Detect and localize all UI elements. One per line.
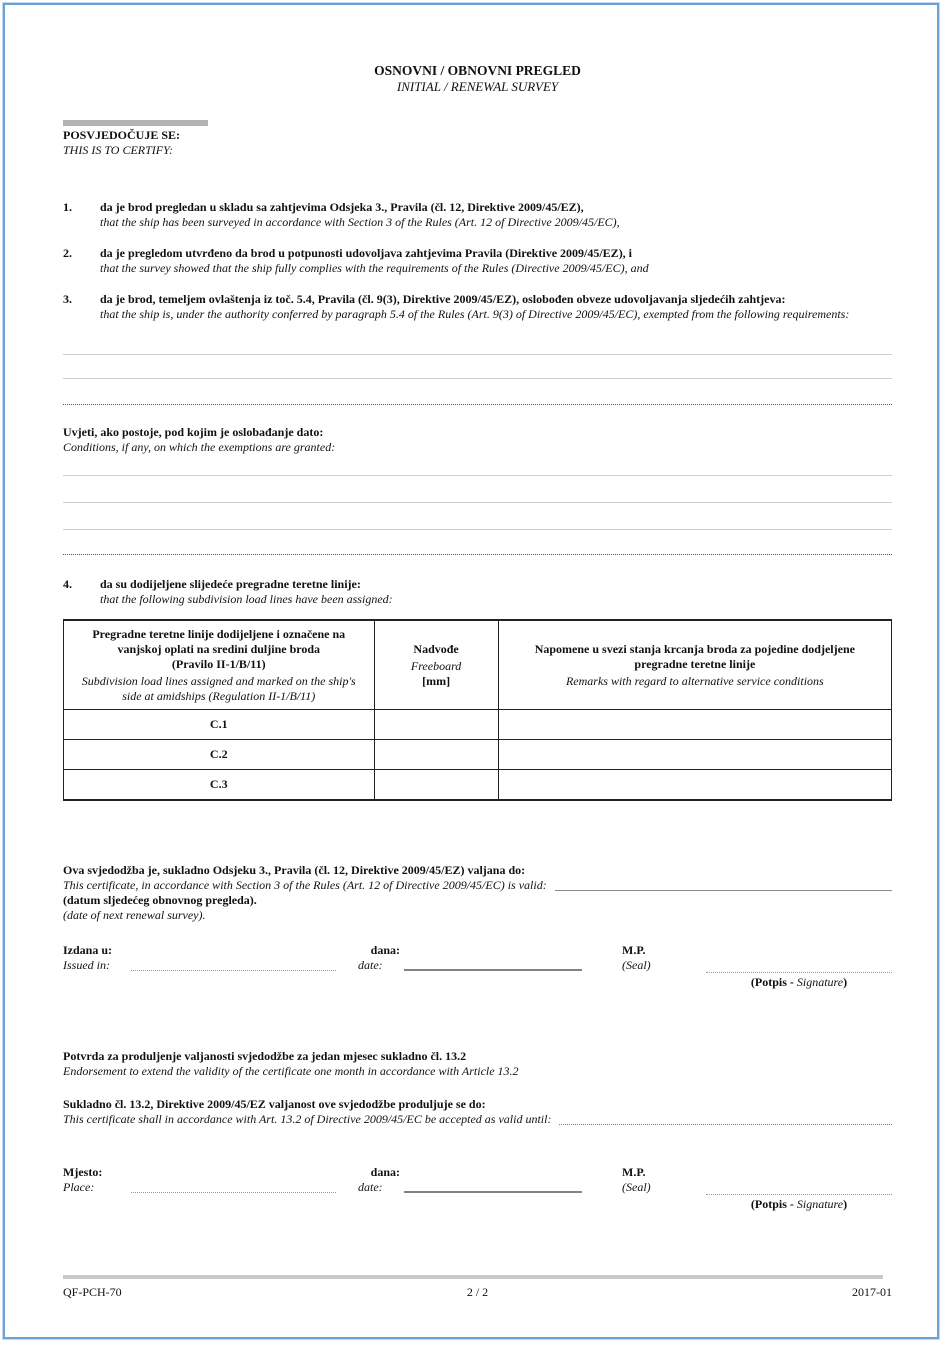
footer-revision: 2017-01 (851, 1285, 892, 1299)
header-freeboard-en: Freeboard (410, 658, 462, 673)
extension-date-en: date: (358, 1180, 383, 1194)
item-number: 2. (63, 246, 72, 260)
header-freeboard-hr: Nadvođe (413, 641, 459, 656)
page-footer (63, 1275, 892, 1299)
exemption-write-in-lines (63, 338, 892, 405)
seal-en: (Seal) (622, 1180, 651, 1194)
issued-place-hr: Izdana u: (63, 943, 113, 957)
signature-caption-post: ) (843, 975, 848, 989)
item-text-hr: da su dodijeljene slijedeće pregradne teretne linije: (100, 577, 361, 591)
write-in-line (63, 455, 892, 476)
issued-date-label (358, 943, 400, 973)
write-in-line-dotted (63, 530, 892, 555)
item-text-en: that the ship has been surveyed in accordance with Section 3 of the Rules (Art. 12 of Directive 2009/45/EC), (100, 215, 620, 229)
validity-date-line (555, 890, 892, 891)
item-body (100, 246, 892, 276)
certify-item-2 (63, 246, 892, 276)
remarks-cell (498, 770, 891, 801)
validity-note-hr: (datum sljedećeg obnovnog pregleda). (63, 893, 257, 907)
extension-signature-line (706, 1194, 892, 1195)
extension-seal-label (622, 1165, 668, 1195)
freeboard-cell (374, 770, 498, 801)
item-body (100, 292, 892, 322)
extension-place-line (131, 1192, 336, 1193)
page-title: OSNOVNI / OBNOVNI PREGLED (374, 63, 581, 78)
extension-hr: Sukladno čl. 13.2, Direktive 2009/45/EZ valjanost ove svjedodžbe produljuje se do: (63, 1097, 486, 1111)
item-text-en: that the ship is, under the authority conferred by paragraph 5.4 of the Rules (Art. 9(3) of Directive 2009/45/EC), exempted from the following requirements: (100, 307, 850, 321)
header-remarks-en: Remarks with regard to alternative service conditions (565, 673, 824, 688)
table-row (64, 740, 892, 770)
extension-signature-area (706, 1194, 892, 1211)
signature-caption-italic: Signature (796, 1197, 844, 1211)
signature-caption (706, 1197, 892, 1212)
seal-hr: M.P. (622, 943, 646, 957)
issued-signature-row (63, 943, 892, 989)
extension-en-row (63, 1112, 892, 1127)
extension-signature-row (63, 1165, 892, 1211)
seal-hr: M.P. (622, 1165, 646, 1179)
signature-caption-post: ) (843, 1197, 848, 1211)
extension-date-line (559, 1124, 892, 1125)
write-in-line-dotted (63, 379, 892, 405)
item-text-en: that the following subdivision load lines have been assigned: (100, 592, 393, 606)
issued-seal-label (622, 943, 668, 973)
endorsement-en: Endorsement to extend the validity of the certificate one month in accordance with Article 13.2 (63, 1064, 519, 1078)
signature-caption-pre: (Potpis - (750, 975, 797, 989)
certify-heading-hr: POSVJEDOČUJE SE: (63, 128, 181, 142)
table-row (64, 710, 892, 740)
load-lines-table (63, 619, 892, 801)
extension-place-hr: Mjesto: (63, 1165, 103, 1179)
endorsement-hr: Potvrda za produljenje valjanosti svjedodžbe za jedan mjesec sukladno čl. 13.2 (63, 1049, 467, 1063)
redaction-bar (63, 120, 208, 126)
validity-en-row (63, 878, 892, 893)
remarks-cell (498, 710, 891, 740)
header-loadlines-rule: (Pravilo II-1/B/11) (171, 656, 266, 671)
item-text-en: that the survey showed that the ship fully complies with the requirements of the Rules (Directive 2009/45/EC), and (100, 261, 649, 275)
certify-item-1 (63, 200, 892, 230)
extension-place-label (63, 1165, 129, 1195)
page-content (5, 62, 937, 1299)
write-in-line (63, 338, 892, 355)
footer-form-number: QF-PCH-70 (63, 1285, 122, 1299)
write-in-line (63, 503, 892, 530)
item-text-hr: da je pregledom utvrđeno da brod u potpunosti udovoljava zahtjevima Pravila (Direktive 2009/45/EZ), i (100, 246, 633, 260)
document-page (3, 3, 939, 1339)
certify-items (63, 200, 892, 322)
seal-en: (Seal) (622, 958, 651, 972)
freeboard-cell (374, 710, 498, 740)
issued-place-label (63, 943, 129, 973)
write-in-line (63, 355, 892, 379)
header-cell-remarks (498, 620, 891, 710)
certify-heading (63, 128, 892, 158)
loadline-label-cell: C.3 (64, 770, 375, 801)
loadline-label-cell: C.1 (64, 710, 375, 740)
conditions-write-in-lines (63, 455, 892, 555)
item-number: 1. (63, 200, 72, 214)
extension-date-line2 (404, 1191, 582, 1193)
issued-date-en: date: (358, 958, 383, 972)
footer-rule (63, 1275, 883, 1279)
item-number: 3. (63, 292, 72, 306)
conditions-heading-hr: Uvjeti, ako postoje, pod kojim je oslobađanje dato: (63, 425, 324, 439)
validity-en: This certificate, in accordance with Section 3 of the Rules (Art. 12 of Directive 2009/45/EC) is valid: (63, 878, 547, 892)
remarks-cell (498, 740, 891, 770)
issued-place-line (131, 970, 336, 971)
extension-section (63, 1097, 892, 1127)
validity-section (63, 863, 892, 923)
item-text-hr: da je brod pregledan u skladu sa zahtjevima Odsjeka 3., Pravila (čl. 12, Direktive 2009/45/EZ), (100, 200, 584, 214)
header-cell-freeboard (374, 620, 498, 710)
extension-date-label (358, 1165, 400, 1195)
signature-caption-pre: (Potpis - (750, 1197, 797, 1211)
certify-item-4 (63, 577, 892, 607)
header-loadlines-en: Subdivision load lines assigned and marked on the ship's side at amidships (Regulation II-1/B/11) (81, 673, 356, 703)
extension-date-hr: dana: (370, 1165, 400, 1179)
issued-date-hr: dana: (370, 943, 400, 957)
conditions-heading (63, 425, 892, 455)
page-subtitle: INITIAL / RENEWAL SURVEY (396, 79, 559, 94)
footer-page-number: 2 / 2 (466, 1285, 489, 1299)
table-header-row (64, 620, 892, 710)
item-body (100, 200, 892, 230)
loadline-label-cell: C.2 (64, 740, 375, 770)
item-number: 4. (63, 577, 72, 591)
header-loadlines-hr: Pregradne teretne linije dodijeljene i označene na vanjskoj oplati na sredini duljine broda (92, 626, 346, 656)
extension-en: This certificate shall in accordance with Art. 13.2 of Directive 2009/45/EC be accepted as valid until: (63, 1112, 552, 1126)
issued-signature-line (706, 972, 892, 973)
item-body (100, 577, 892, 607)
item-text-hr: da je brod, temeljem ovlaštenja iz toč. 5.4, Pravila (čl. 9(3), Direktive 2009/45/EZ), oslobođen obveze udovoljavanja sljedećih zahtjeva: (100, 292, 786, 306)
write-in-line (63, 476, 892, 503)
extension-place-en: Place: (63, 1180, 95, 1194)
signature-caption-italic: Signature (796, 975, 844, 989)
certify-item-3 (63, 292, 892, 322)
certify-heading-en: THIS IS TO CERTIFY: (63, 143, 174, 157)
header-remarks-hr: Napomene u svezi stanja krcanja broda za pojedine dodjeljene pregradne teretne linije (534, 641, 855, 671)
validity-note-en: (date of next renewal survey). (63, 908, 206, 922)
signature-caption (706, 975, 892, 990)
issued-signature-area (706, 972, 892, 989)
endorsement-section (63, 1049, 892, 1079)
issued-date-line (404, 969, 582, 971)
table-row (64, 770, 892, 801)
header-freeboard-unit: [mm] (422, 673, 451, 688)
validity-hr: Ova svjedodžba je, sukladno Odsjeku 3., Pravila (čl. 12, Direktive 2009/45/EZ) valjana do: (63, 863, 526, 877)
conditions-heading-en: Conditions, if any, on which the exemptions are granted: (63, 440, 336, 454)
header-cell-loadlines (64, 620, 375, 710)
freeboard-cell (374, 740, 498, 770)
issued-place-en: Issued in: (63, 958, 110, 972)
footer-text-row (63, 1285, 892, 1299)
